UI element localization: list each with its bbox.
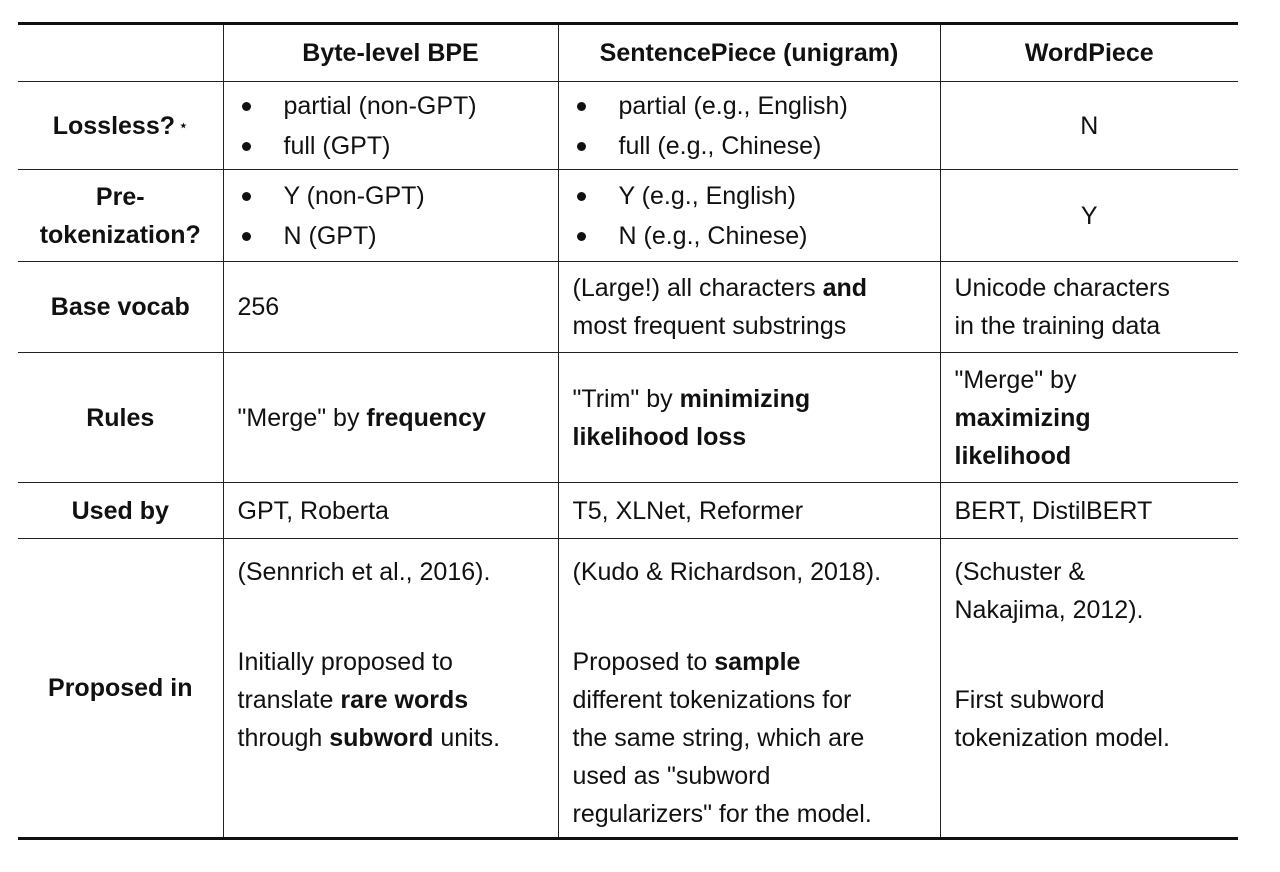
cell-wp-used: BERT, DistilBERT (940, 483, 1238, 539)
text-line (238, 681, 544, 719)
star-icon: ⋆ (179, 117, 188, 133)
cell-wp-base (940, 262, 1238, 353)
header-sentencepiece: SentencePiece (unigram) (558, 24, 940, 82)
text-line (238, 719, 544, 757)
pretok-label-line1: Pre- (95, 182, 145, 211)
bullet-item (238, 126, 544, 166)
text-line (955, 399, 1225, 437)
bullet-item (573, 86, 926, 126)
row-lossless (18, 82, 1238, 170)
row-label-rules: Rules (18, 353, 223, 483)
text-line: "Merge" by (954, 365, 1077, 394)
bullet-icon (577, 142, 586, 151)
bullet-item (573, 216, 926, 256)
bullet-text: partial (e.g., English) (618, 91, 848, 120)
row-label-proposed-in: Proposed in (18, 539, 223, 839)
bold-text: frequency (366, 403, 486, 432)
cell-bpe-proposed (223, 539, 558, 839)
row-base-vocab (18, 262, 1238, 353)
citation: (Schuster & (954, 558, 1086, 586)
bold-text: maximizing (954, 403, 1091, 432)
cell-sp-lossless (558, 82, 940, 170)
bold-text: and (822, 274, 868, 302)
cell-bpe-rules (223, 353, 558, 483)
bullet-text: partial (non-GPT) (283, 91, 477, 120)
text-line: in the training data (954, 312, 1161, 340)
citation: (Sennrich et al., 2016). (237, 558, 491, 586)
text-line (573, 643, 926, 681)
bullet-text: Y (e.g., English) (618, 181, 796, 210)
bold-text: likelihood (954, 441, 1072, 470)
bold-text: minimizing (679, 384, 811, 413)
text-span: through (237, 724, 330, 752)
bullet-item (573, 126, 926, 166)
text-line (573, 380, 926, 418)
bullet-text: Y (non-GPT) (283, 181, 425, 210)
text-line (573, 418, 926, 456)
row-pretokenization (18, 170, 1238, 262)
cell-bpe-pretok (223, 170, 558, 262)
cell-bpe-used: GPT, Roberta (223, 483, 558, 539)
text-line: Unicode characters (954, 274, 1170, 302)
bullet-text: full (GPT) (283, 131, 391, 160)
tokenizer-comparison-table (18, 22, 1238, 840)
row-proposed-in (18, 539, 1238, 839)
row-label-used-by: Used by (18, 483, 223, 539)
text-line: most frequent substrings (572, 312, 847, 340)
bullet-icon (242, 102, 251, 111)
bullet-icon (577, 192, 586, 201)
cell-wp-pretok: Y (940, 170, 1238, 262)
text-line: used as "subword (572, 762, 771, 790)
bullet-icon (242, 232, 251, 241)
cell-sp-used: T5, XLNet, Reformer (558, 483, 940, 539)
text-line: Initially proposed to (237, 648, 453, 676)
bullet-icon (242, 142, 251, 151)
bullet-icon (577, 102, 586, 111)
cell-bpe-lossless (223, 82, 558, 170)
header-wordpiece: WordPiece (940, 24, 1238, 82)
text-line: tokenization model. (954, 724, 1170, 752)
bullet-text: full (e.g., Chinese) (618, 131, 822, 160)
text-line: different tokenizations for (572, 686, 852, 714)
row-label-base-vocab: Base vocab (18, 262, 223, 353)
row-label-lossless (18, 82, 223, 170)
text-line: the same string, which are (572, 724, 865, 752)
cell-sp-rules (558, 353, 940, 483)
bullet-item (573, 176, 926, 216)
cell-wp-rules (940, 353, 1238, 483)
text-span: translate (237, 686, 341, 714)
cell-sp-pretok (558, 170, 940, 262)
header-empty (18, 24, 223, 82)
spacer (955, 629, 1225, 681)
cell-wp-proposed (940, 539, 1238, 839)
cell-sp-proposed (558, 539, 940, 839)
header-bpe: Byte-level BPE (223, 24, 558, 82)
cell-bpe-base: 256 (223, 262, 558, 353)
text-line (955, 437, 1225, 475)
text-span: (Large!) all characters (572, 274, 823, 302)
row-used-by (18, 483, 1238, 539)
bold-text: sample (714, 648, 801, 676)
text-span: "Trim" by (572, 384, 680, 413)
bullet-icon (242, 192, 251, 201)
bullet-item (238, 176, 544, 216)
bullet-icon (577, 232, 586, 241)
text-line (573, 269, 926, 307)
spacer (573, 591, 926, 643)
row-rules (18, 353, 1238, 483)
text-span: units. (433, 724, 501, 752)
row-label-pretokenization (18, 170, 223, 262)
bullet-text: N (GPT) (283, 221, 377, 250)
cell-sp-base (558, 262, 940, 353)
lossless-label: Lossless? (52, 112, 175, 140)
citation: (Kudo & Richardson, 2018). (572, 558, 882, 586)
text-span: "Merge" by (237, 403, 367, 432)
citation: Nakajima, 2012). (954, 596, 1144, 624)
spacer (238, 591, 544, 643)
bold-text: likelihood loss (572, 422, 747, 451)
bullet-text: N (e.g., Chinese) (618, 221, 808, 250)
header-row (18, 24, 1238, 82)
bullet-item (238, 216, 544, 256)
text-line: First subword (954, 686, 1105, 714)
cell-wp-lossless: N (940, 82, 1238, 170)
bold-text: rare words (340, 686, 469, 714)
bold-text: subword (329, 724, 434, 752)
text-span: Proposed to (572, 648, 715, 676)
bullet-item (238, 86, 544, 126)
pretok-label-line2: tokenization? (39, 220, 201, 249)
comparison-table-wrapper (18, 22, 1238, 840)
text-line: regularizers" for the model. (572, 800, 872, 828)
